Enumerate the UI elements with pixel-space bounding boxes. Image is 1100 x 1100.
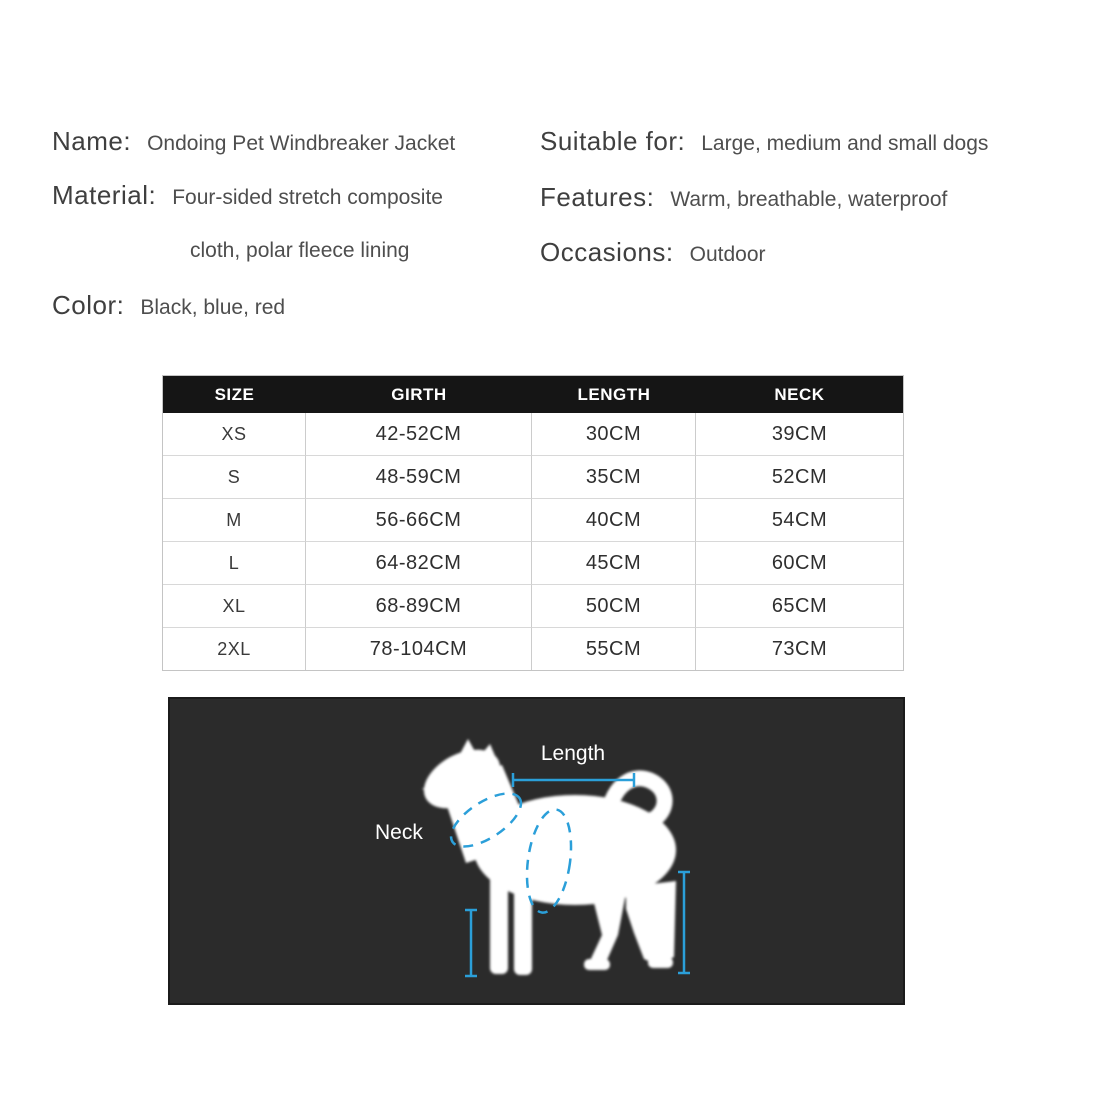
rear-height-measure-line	[678, 872, 690, 973]
dog-hind-paw	[584, 959, 610, 970]
table-cell: 40CM	[532, 499, 696, 542]
field-color	[52, 290, 285, 321]
field-value: Four-sided stretch composite	[172, 186, 443, 209]
length-label: Length	[540, 742, 606, 765]
dog-silhouette	[414, 738, 676, 975]
table-cell: XS	[163, 413, 306, 456]
field-value: Large, medium and small dogs	[701, 132, 989, 155]
table-header-size: SIZE	[163, 376, 306, 413]
field-features	[540, 182, 947, 213]
girth-label: Girth	[571, 846, 617, 869]
dog-front-leg	[514, 849, 532, 975]
table-cell: 78-104CM	[306, 628, 532, 670]
field-label: Name:	[52, 126, 132, 156]
table-cell: 56-66CM	[306, 499, 532, 542]
front-height-measure-line	[465, 910, 477, 976]
table-cell: 39CM	[696, 413, 903, 456]
dog-hind-leg	[626, 881, 676, 965]
field-value: Outdoor	[689, 243, 766, 266]
table-cell: 54CM	[696, 499, 903, 542]
table-cell: 52CM	[696, 456, 903, 499]
field-suitable-for	[540, 126, 988, 157]
table-cell: 64-82CM	[306, 542, 532, 585]
field-label: Material:	[52, 180, 157, 210]
field-material	[52, 180, 443, 211]
table-header-length: LENGTH	[532, 376, 696, 413]
field-value: Ondoing Pet Windbreaker Jacket	[147, 132, 456, 155]
field-value: Black, blue, red	[140, 296, 286, 319]
size-diagram-panel	[168, 697, 905, 1005]
table-cell: 68-89CM	[306, 585, 532, 628]
dog-front-leg	[490, 849, 508, 974]
table-cell: 55CM	[532, 628, 696, 670]
table-cell: 48-59CM	[306, 456, 532, 499]
table-cell: 35CM	[532, 456, 696, 499]
table-cell: S	[163, 456, 306, 499]
table-cell: 60CM	[696, 542, 903, 585]
table-cell: 2XL	[163, 628, 306, 670]
field-occasions	[540, 237, 766, 268]
field-name	[52, 126, 455, 157]
field-material-line2: cloth, polar fleece lining	[190, 239, 410, 262]
field-label: Occasions:	[540, 237, 674, 267]
table-header-neck: NECK	[696, 376, 903, 413]
table-header-girth: GIRTH	[306, 376, 532, 413]
field-label: Features:	[540, 182, 655, 212]
dog-hind-leg	[588, 887, 626, 967]
table-cell: 50CM	[532, 585, 696, 628]
field-value: Warm, breathable, waterproof	[670, 188, 948, 211]
table-cell: 42-52CM	[306, 413, 532, 456]
table-cell: XL	[163, 585, 306, 628]
table-cell: L	[163, 542, 306, 585]
table-cell: 65CM	[696, 585, 903, 628]
table-cell: M	[163, 499, 306, 542]
field-label: Color:	[52, 290, 125, 320]
size-table	[162, 375, 904, 671]
table-cell: 30CM	[532, 413, 696, 456]
dog-hind-paw	[648, 957, 673, 968]
table-cell: 73CM	[696, 628, 903, 670]
table-cell: 45CM	[532, 542, 696, 585]
field-label: Suitable for:	[540, 126, 686, 156]
neck-label: Neck	[375, 821, 423, 844]
